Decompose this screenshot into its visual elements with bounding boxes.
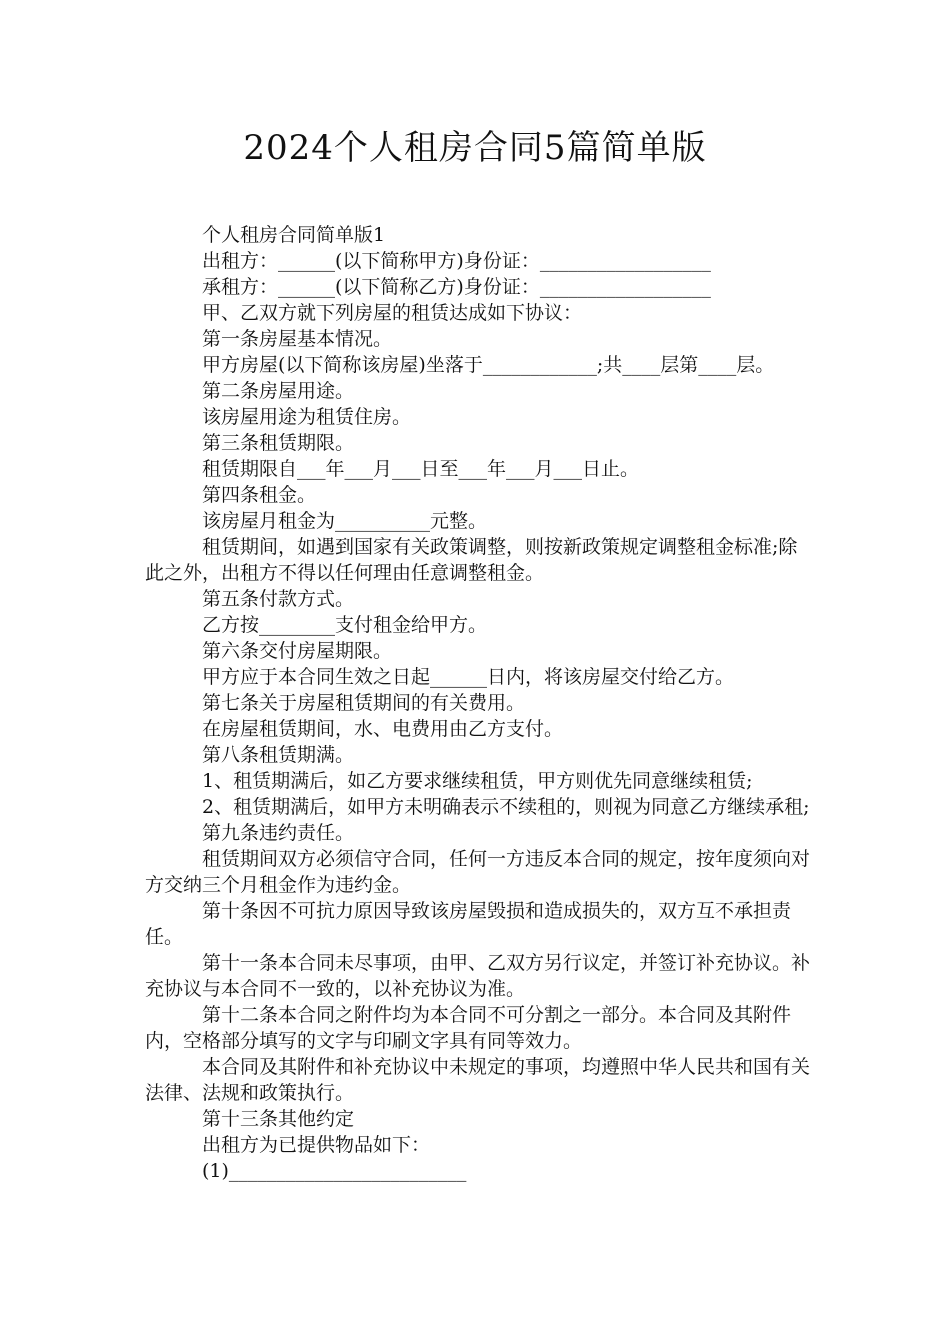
annex-clause: 第十二条本合同之附件均为本合同不可分割之一部分。本合同及其附件内，空格部分填写的文字与印刷文字具有同等效力。 [145, 1004, 792, 1052]
article-heading: 第一条房屋基本情况。 [202, 328, 393, 350]
property-usage: 该房屋用途为租赁住房。 [202, 406, 412, 428]
article-heading: 第五条付款方式。 [202, 588, 355, 610]
article-heading: 第八条租赁期满。 [202, 744, 355, 766]
document-title: 2024个人租房合同5篇简单版 [243, 128, 707, 168]
rent-adjustment: 租赁期间，如遇到国家有关政策调整，则按新政策规定调整租金标准;除此之外，出租方不得以任何理由任意调整租金。 [145, 536, 798, 584]
article-heading: 第六条交付房屋期限。 [202, 640, 393, 662]
lessor-line: 出租方：______(以下简称甲方)身份证：__________________ [202, 250, 711, 272]
section-heading: 个人租房合同简单版1 [202, 224, 386, 246]
expiry-clause-2: 2、租赁期满后，如甲方未明确表示不续租的，则视为同意乙方继续承租; [202, 796, 810, 818]
force-majeure-clause: 第十条因不可抗力原因导致该房屋毁损和造成损失的，双方互不承担责任。 [145, 900, 792, 948]
monthly-rent: 该房屋月租金为__________元整。 [202, 510, 488, 532]
item-line: (1)_________________________ [202, 1160, 467, 1182]
article-heading: 第十三条其他约定 [202, 1108, 355, 1130]
document-body [145, 222, 815, 1184]
lessee-line: 承租方：______(以下简称乙方)身份证：__________________ [202, 276, 711, 298]
payment-method: 乙方按________支付租金给甲方。 [202, 614, 488, 636]
article-heading: 第九条违约责任。 [202, 822, 355, 844]
delivery-term: 甲方应于本合同生效之日起______日内，将该房屋交付给乙方。 [202, 666, 735, 688]
agreement-intro: 甲、乙双方就下列房屋的租赁达成如下协议： [202, 302, 583, 324]
breach-clause: 租赁期间双方必须信守合同，任何一方违反本合同的规定，按年度须向对方交纳三个月租金作为违约金。 [145, 848, 811, 896]
lease-term: 租赁期限自___年___月___日至___年___月___日止。 [202, 458, 640, 480]
items-intro: 出租方为已提供物品如下： [202, 1134, 431, 1156]
law-clause: 本合同及其附件和补充协议中未规定的事项，均遵照中华人民共和国有关法律、法规和政策执行。 [145, 1056, 811, 1104]
property-location: 甲方房屋(以下简称该房屋)坐落于____________;共____层第____层。 [202, 354, 775, 376]
article-heading: 第二条房屋用途。 [202, 380, 355, 402]
expiry-clause-1: 1、租赁期满后，如乙方要求继续租赁，甲方则优先同意继续租赁; [202, 770, 753, 792]
article-heading: 第七条关于房屋租赁期间的有关费用。 [202, 692, 526, 714]
utility-fees: 在房屋租赁期间，水、电费用由乙方支付。 [202, 718, 564, 740]
supplement-clause: 第十一条本合同未尽事项，由甲、乙双方另行议定，并签订补充协议。补充协议与本合同不一致的，以补充协议为准。 [145, 952, 811, 1000]
article-heading: 第四条租金。 [202, 484, 317, 506]
article-heading: 第三条租赁期限。 [202, 432, 355, 454]
